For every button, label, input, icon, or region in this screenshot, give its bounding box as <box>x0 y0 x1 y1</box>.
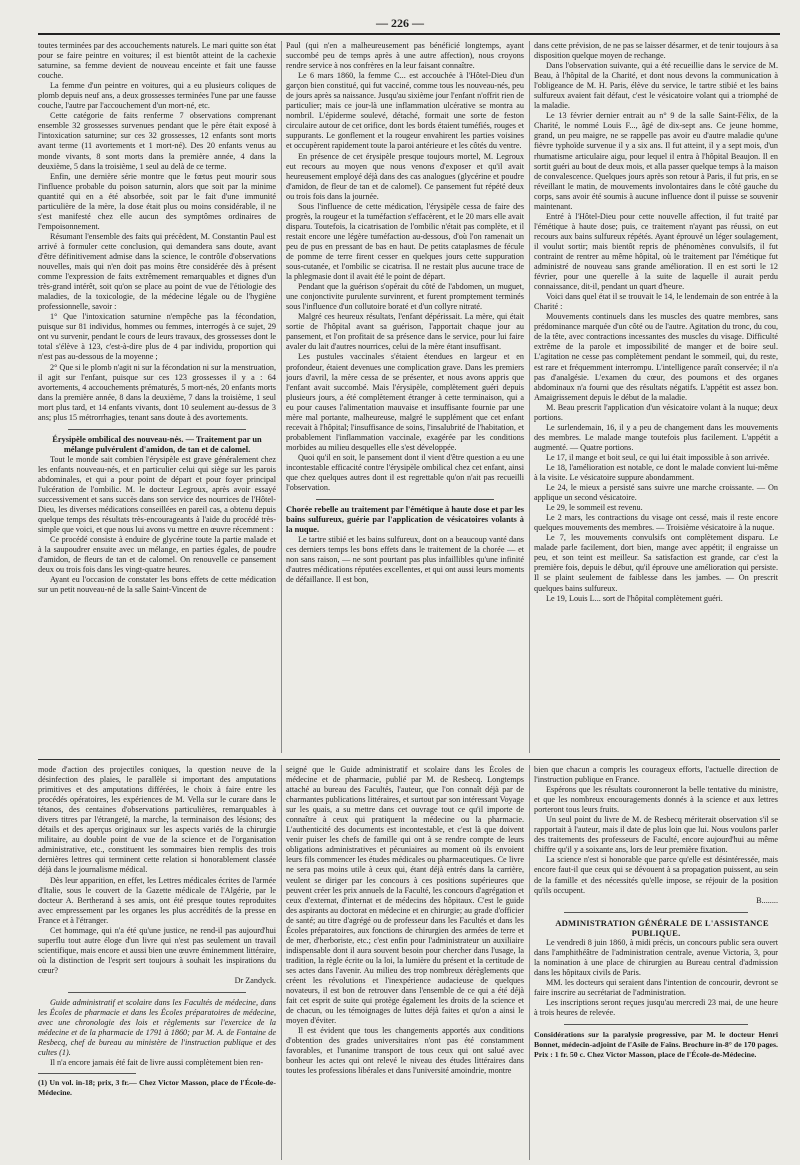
paragraph: Un seul point du livre de M. de Resbecq mériterait observation s'il se rapportait à l'auteur, mais il date de plus loin que lui. Nous voulons parler des traitements des professeurs de Faculté, encore aujourd'hui au même chiffre qu'il y a soixante ans, lors de leur première fixation. <box>534 815 778 855</box>
book-review-heading: Guide administratif et scolaire dans les Facultés de médecine, dans les Écoles de pharmacie et dans les Écoles préparatoires de médecine, avec une chronologie des lois et règlements sur l'exercice de la médecine et de la pharmacie de 1791 à 1860; par M. A. de Fontaine de Resbecq, chef de bureau au ministère de l'instruction publique et des cultes (1). <box>38 998 276 1058</box>
paragraph: Le 2 mars, les contractions du visage ont cessé, mais il reste encore quelques mouvements des membres. — Troisième vésicatoire à la nuque. <box>534 513 778 533</box>
paragraph: Il est évident que tous les changements apportés aux conditions d'obtention des grades universitaires n'ont pas été constamment favorables, et l'unanime transport de tous ceux qui ont salué avec bonheur les actes qui ont relevé le niveau des études littéraires dans toutes les professions libérales et dans l'université amoindrie, montre <box>286 1026 524 1076</box>
paragraph: bien que chacun a compris les courageux efforts, l'actuelle direction de l'instruction publique en France. <box>534 765 778 785</box>
paragraph: Le tartre stibié et les bains sulfureux, dont on a beaucoup vanté dans ces derniers temps les bons effets dans le traitement de la chorée — et non sans raison, — ne sont pourtant pas plus infaillibles qu'une infinité d'autres médications réputées excellentes, et qui ont aussi leurs moments de défaillance. Il est bon, <box>286 535 524 585</box>
paragraph: Dès leur apparition, en effet, les Lettres médicales écrites de l'armée d'Italie, sous le couvert de la Gazette médicale de l'Algérie, par le docteur A. Bertherand à ses amis, ont été presque toutes reproduites avec empressement par les organes les plus accrédités de la presse en France et à l'étranger. <box>38 875 276 925</box>
paragraph: Le 19, Louis L... sort de l'hôpital complètement guéri. <box>546 593 723 603</box>
paragraph: Le 13 février dernier entrait au n° 9 de la salle Saint-Félix, de la Charité, le nommé Louis F..., âgé de dix-sept ans. Ce jeune homme, grand, un peu maigre, ne se rappelle pas avoir eu d'autre maladie qu'une fièvre typhoïde survenue il y a six ans. Il fut atteint, il y a sept mois, d'un rhumatisme articulaire aigu, pour lequel il entra à l'hôpital Beaujon. Il en sortit guéri au bout de deux mois, et alla passer quelque temps à la maison de convalescence. Quelques jours après son retour à Paris, il fut pris, en se réveillant le matin, de mouvements involontaires dans le côté gauche du corps, sans avoir été soumis à aucune influence dont il puisse se souvenir maintenant. <box>534 111 778 211</box>
paragraph: Entré à l'Hôtel-Dieu pour cette nouvelle affection, il fut traité par l'émétique à haute dose; puis, ce traitement n'ayant pas réussi, on eut recours aux bains sulfureux répétés. Ayant éprouvé un léger soulagement, il voulut sortir; mais bientôt repris de phénomènes convulsifs, il fut contraint de rentrer au même hôpital, où le traitement par l'émétique fut administré de nouveau sans grande amélioration. Il en est sorti le 12 février, pour une querelle à la suite de laquelle il aurait perdu connaissance, dit-il, pendant un quart d'heure. <box>534 211 778 292</box>
paragraph: Paul (qui n'en a malheureusement pas bénéficié longtemps, ayant succombé peu de temps après à une autre affection), nous croyons rendre service à nos confrères en la leur faisant connaître. <box>286 41 524 71</box>
column-middle <box>286 41 524 753</box>
column-divider <box>281 41 282 753</box>
paragraph: Le 18, l'amélioration est notable, ce dont le malade convient lui-même à la visite. Le vésicatoire suppure abondamment. <box>534 462 778 483</box>
paragraph: Tout le monde sait combien l'érysipèle est grave généralement chez les enfants nouveau-nés, et en particulier celui qui siège sur les parois abdominales, et qui a pour point de départ et pour foyer principal l'ulcération de l'ombilic. M. le docteur Legroux, après avoir essayé successivement et sans succès dans son service des nourrices de l'Hôtel-Dieu, les diverses médications conseillées en pareil cas, a obtenu depuis quelque temps des résultats très-encourageants à l'aide du procédé très-simple que voici, et que nous lui avons vu mettre en œuvre récemment : <box>38 454 276 535</box>
paragraph: Voici dans quel état il se trouvait le 14, le lendemain de son entrée à la Charité : <box>534 292 778 312</box>
signature: Dr Zandyck. <box>234 975 276 985</box>
paragraph: Les pustules vaccinales s'étaient étendues en largeur et en profondeur, étaient devenues une complication grave. Dans les premiers jours d'avril, la mère cessa de se présenter, et nous avons appris que l'enfant avait succombé. Mais l'érysipèle, complètement guéri depuis plusieurs jours, a été complètement étranger à cette terminaison, qui a eu pour causes l'alimentation mauvaise et insuffisante fournie par une mère mal portante, malheureuse, malgré le supplément que cet enfant recevait à l'hôpital; l'insuffisance de soins, l'insalubrité de l'habitation, et probablement l'inflammation vaccinale, exagérée par les conditions morbides au milieu desquelles elle s'est développée. <box>286 352 524 452</box>
paragraph: Enfin, une dernière série montre que le fœtus peut mourir sous l'influence probable du poison saturnin, alors que soit par la minime quantité qui en a été absorbée, soit par le fait d'une immunité particulière de la mère, la dose était plus ou moins considérable, il ne s'est manifesté chez elle aucun des symptômes ordinaires de l'empoisonnement. <box>38 171 276 231</box>
column-left <box>38 41 276 753</box>
paragraph: Résumant l'ensemble des faits qui précèdent, M. Constantin Paul est arrivé à formuler cette conclusion, qui demandera sans doute, avant d'être définitivement admise dans la science, le contrôle d'observations nouvelles, mais qui n'en doit pas moins être considérée dès à présent comme l'expression de faits extrêmement remarquables et dignes d'un très-grand intérêt, soit qu'on se place au point de vue de l'étiologie des maladies, de la toxicologie, de la médecine légale ou de l'hygiène professionnelle, savoir : <box>38 231 276 312</box>
paragraph: Espérons que les résultats couronneront la belle tentative du ministre, et que les nombreux encouragements donnés à la science et aux lettres porteront tous leurs fruits. <box>534 785 778 815</box>
paragraph: dans cette prévision, de ne pas se laisser désarmer, et de tenir toujours à sa disposition quelque moyen de rechange. <box>534 41 778 61</box>
feuilleton-rule <box>38 759 780 760</box>
paragraph: 2° Que si le plomb n'agit ni sur la fécondation ni sur la menstruation, il agit sur l'enfant, puisque sur ces 123 grossesses il y a : 64 avortements, 4 accouchements prématurés, 5 mort-nés, 20 enfants morts dans la première année, 8 dans la deuxième, 7 dans la troisième, 1 seul mort plus tard, et 14 enfants vivants, dont 10 seulement au-dessus de 3 ans; plus 15 métrorrhagies, tenant sans doute à des avortements. <box>38 362 276 422</box>
section-divider <box>68 429 246 430</box>
paragraph: seigné que le Guide administratif et scolaire dans les Écoles de médecine et de pharmacie, publié par M. de Resbecq. Longtemps attaché au bureau des Facultés, l'auteur, que l'on connaît déjà par de charmantes publications littéraires, et surtout par son intéressant Voyage sur les quais, a su mettre dans cet ouvrage tout ce qu'il importe de connaître à ceux qui pratiquent la médecine ou la pharmacie. L'authenticité des documents est incontestable, et c'est là que doivent venir puiser les chefs de famille qui ont à se rendre compte de leurs obligations administratives et pécuniaires au moment où ils envoient leurs fils commencer les études médicales ou pharmaceutiques. Ce livre ne sera pas moins utile à ceux qui, étant déjà entrés dans la carrière, veulent se diriger par les concours à ces positions supérieures que peuvent créer les prix annuels de la Faculté, les concours d'agrégation et ceux d'externat, d'internat et de médecins des hôpitaux. C'est le guide des aspirants au doctorat en médecine et en chirurgie; au grade d'officier de santé; au titre d'agrégé ou de professeur dans les Facultés et dans les Écoles préparatoires, aux fonctions de chirurgien des armées de terre et de mer, d'herboriste, etc.; c'est enfin pour l'administrateur un auxiliaire indispensable dont il aura souvent besoin pour chercher dans l'usage, la tradition, la règle écrite ou la loi, la lumière du présent et la certitude de ses actes dans l'avenir. Au milieu des trop nombreux dérèglements que créent les révolutions et l'inexpérience audacieuse de quelques novateurs, il est bon de retrouver dans l'ensemble de ce qui a été déjà fait cet esprit de suite qui protège également les droits de la science et de chacun, ou les témoignages de luttes déjà faites et qu'on a ainsi le moyen d'éviter. <box>286 765 524 1026</box>
footnote: (1) Un vol. in-18; prix, 3 fr.— Chez Victor Masson, place de l'École-de-Médecine. <box>38 1078 276 1098</box>
paragraph: Le 24, le mieux a persisté sans suivre une marche croissante. — On applique un second vésicatoire. <box>534 483 778 503</box>
section-heading: ADMINISTRATION GÉNÉRALE DE L'ASSISTANCE PUBLIQUE. <box>555 917 769 938</box>
paragraph: Ce procédé consiste à enduire de glycérine toute la partie malade et à la saupoudrer ensuite avec un mélange, en parties égales, de poudre d'amidon, de fleurs de tan et de calomel. On renouvelle ce pansement deux ou trois fois dans les vingt-quatre heures. <box>38 535 276 575</box>
paragraph: Le 6 mars 1860, la femme C... est accouchée à l'Hôtel-Dieu d'un garçon bien constitué, qui fut vacciné, comme tous les nouveau-nés, peu de jours après sa naissance. Jusqu'au sixième jour l'enfant n'offrit rien de particulier; mais ce jour-là une inflammation ulcérative se montra au nombril. L'épiderme soulevé, détaché, formait une sorte de feston circulaire autour de cet orifice, dont les bords étaient tuméfiés, rouges et suppurants. Le gonflement et la rougeur envahirent les parties voisines et occupèrent rapidement toute la paroi antérieure et les côtés du ventre. <box>286 71 524 151</box>
feuilleton-column-middle <box>286 765 524 1160</box>
paragraph: Cet hommage, qui n'a été qu'une justice, ne rend-il pas aujourd'hui superflu tout autre éloge d'un livre qui n'est pas seulement un travail scientifique, mais encore et aussi bien une œuvre éminemment littéraire, où la distinction de l'esprit sert toujours à souhait les inspirations du cœur? <box>38 925 276 975</box>
column-divider <box>529 765 530 1160</box>
paragraph: Quoi qu'il en soit, le pansement dont il vient d'être question a eu une incontestable efficacité contre l'érysipèle ombilical chez cet enfant, ainsi que chez quelques autres dont il est regrettable qu'on n'ait pas recueilli l'observation. <box>286 452 524 493</box>
section-heading: Érysipèle ombilical des nouveau-nés. — Traitement par un mélange pulvérulent d'amidon, de tan et de calomel. <box>52 434 262 454</box>
section-divider <box>68 992 246 993</box>
book-notice: Considérations sur la paralysie progressive, par M. le docteur Henri Bonnet, médecin-adjoint de l'Asile de Faîns. Brochure in-8° de 170 pages. Prix : 1 fr. 50 c. Chez Victor Masson, place de l'École-de-Médecine. <box>534 1030 778 1060</box>
section-divider <box>564 912 748 913</box>
paragraph: MM. les docteurs qui seraient dans l'intention de concourir, devront se faire inscrire au secrétariat de l'administration. <box>534 977 778 997</box>
section-heading: Chorée rebelle au traitement par l'émétique à haute dose et par les bains sulfureux, guérie par l'application de vésicatoires volants à la nuque. <box>286 505 524 535</box>
paragraph: La science n'est si honorable que parce qu'elle est désintéressée, mais encore faut-il que ceux qui se dévouent à sa propagation puissent, au sein de la famille et des nécessités qu'elle impose, se réjouir de la position qu'ils occupent. <box>534 855 778 895</box>
feuilleton-column-left <box>38 765 276 1160</box>
paragraph: mode d'action des projectiles coniques, la question neuve de la désinfection des plaies, le parallèle si important des amputations primitives et des amputations différées, le choix à faire entre les procédés opératoires, les expériences de M. Vella sur le curare dans le tétanos, des centaines d'observations particulières, remarquables à divers titres par l'étrangeté, la marche, la terminaison des lésions; des détails et des aperçus originaux sur les aspects variés de la chirurgie militaire, au double point de vue de la science et de l'organisation administrative, etc., constituent les sommaires bien remplis des trois dernières lettres qui terminent cette relation si honorablement classée déjà dans le journalisme médical. <box>38 765 276 875</box>
paragraph: toutes terminées par des accouchements naturels. Le mari quitte son état pour se faire peintre en voitures; il est bientôt atteint de la cachexie saturnine, sa femme devient de nouveau enceinte et fait une fausse couche. <box>38 41 276 81</box>
paragraph: Le 29, le sommeil est revenu. <box>546 503 643 513</box>
section-divider <box>564 1024 748 1025</box>
paragraph: 1° Que l'intoxication saturnine n'empêche pas la fécondation, puisque sur 81 individus, hommes ou femmes, interrogés à ce sujet, 29 ont vu survenir, pendant le cours de leurs travaux, des grossesses dont le total s'élève à 123, c'est-à-dire plus de 4 par individu, proportion qui n'est pas au-dessous de la moyenne ; <box>38 312 276 362</box>
paragraph: Sous l'influence de cette médication, l'érysipèle cessa de faire des progrès, la rougeur et la tuméfaction s'effacèrent, et le 20 mars elle avait disparu. Toutefois, la cicatrisation de l'ombilic n'était pas complète, et il restait encore une légère tuméfaction au-dessous, d'où l'on ramenait un peu de pus en pressant de bas en haut. De petits cataplasmes de fécule de pomme de terre firent cesser en quelques jours cette suppuration sous-cutanée, et l'ombilic se cicatrisa. Il ne restait plus aucune trace de la phlegmasie dont il avait été le point de départ. <box>286 201 524 282</box>
signature: B........ <box>756 895 778 905</box>
paragraph: Cette catégorie de faits renferme 7 observations comprenant ensemble 32 grossesses survenues pendant que le père était exposé à l'intoxication saturnine; sur ces 32 grossesses, 12 enfants sont morts avant terme (11 avortements et 1 mort-né). Des 20 enfants venus au monde vivants, 8 sont morts dans la première année, 4 dans la deuxième, 5 dans la troisième, 1 seul au delà de ce terme. <box>38 111 276 171</box>
paragraph: Les inscriptions seront reçues jusqu'au mercredi 23 mai, de une heure à trois heures de relevée. <box>534 998 778 1018</box>
paragraph: Pendant que la guérison s'opérait du côté de l'abdomen, un muguet, une conjonctivite purulente survinrent, et furent promptement terminés sous l'influence d'un collutoire boraté et d'un collyre nitraté. <box>286 282 524 312</box>
section-divider <box>316 499 494 500</box>
paragraph: Mouvements continuels dans les muscles des quatre membres, sans prédominance marquée d'un côté ou de l'autre. Agitation du tronc, du cou, de la tête, avec contractions incessantes des muscles du visage. Difficulté extrême de la parole et impossibilité de manger et de boire seul. L'agitation ne cesse pas complètement pendant le sommeil, qui, du reste, est rare et fréquemment interrompu. L'intelligence paraît conservée; il n'a pas d'analgésie. L'examen du cœur, des poumons et des organes abdominaux n'a fourni que des résultats négatifs. L'appétit est assez bon. Amaigrissement depuis le début de la maladie. <box>534 312 778 402</box>
page-number: — 226 — <box>376 16 424 30</box>
paragraph: La femme d'un peintre en voitures, qui a eu plusieurs coliques de plomb depuis neuf ans, a deux grossesses terminées l'une par une fausse couche, l'autre par l'accouchement d'un mort-né, etc. <box>38 81 276 111</box>
paragraph: Il n'a encore jamais été fait de livre aussi complètement bien ren- <box>50 1058 264 1068</box>
column-divider <box>281 765 282 1160</box>
paragraph: Ayant eu l'occasion de constater les bons effets de cette médication sur un petit nouveau-né de la salle Saint-Vincent de <box>38 575 276 595</box>
paragraph: Le 7, les mouvements convulsifs ont complètement disparu. Le malade parle facilement, dort bien, mange avec appétit; il engraisse un peu, et son teint est meilleur. Sa satisfaction est grande, car c'est la première fois, depuis le début, qu'il éprouve une amélioration qui persiste. Il se plaint seulement de faiblesse dans les jambes. — On prescrit quelques bains sulfureux. <box>534 533 778 593</box>
column-right <box>534 41 778 753</box>
paragraph: Malgré ces heureux résultats, l'enfant dépérissait. La mère, qui était sortie de l'hôpital avant sa guérison, l'apportait chaque jour au pansement, et l'on profitait de sa présence dans le service, pour lui faire avaler du lait d'autres nourrices, celui de la mère étant insuffisant. <box>286 312 524 352</box>
paragraph: Le 17, il mange et boit seul, ce qui lui était impossible à son arrivée. <box>546 452 770 462</box>
paragraph: Dans l'observation suivante, qui a été recueillie dans le service de M. Beau, à l'hôpital de la Charité, et dont nous devons la communication à l'obligeance de M. H. Paris, élève du service, le tartre stibié et les bains sulfureux avaient fait défaut, c'est le vésicatoire volant qui a triomphé de la maladie. <box>534 61 778 111</box>
feuilleton-column-right <box>534 765 778 1160</box>
footnote-rule <box>38 1073 136 1074</box>
paragraph: Le surlendemain, 16, il y a peu de changement dans les mouvements des membres. Le malade mange toutefois plus facilement. L'appétit a augmenté. — Quatre portions. <box>534 422 778 452</box>
top-rule <box>38 33 780 35</box>
column-divider <box>529 41 530 753</box>
paragraph: Le vendredi 8 juin 1860, à midi précis, un concours public sera ouvert dans l'amphithéâtre de l'administration centrale, avenue Victoria, 3, pour la nomination à une place de chirurgien au Bureau central d'admission dans les hôpitaux civils de Paris. <box>534 937 778 977</box>
paragraph: En présence de cet érysipèle presque toujours mortel, M. Legroux eut recours au moyen que nous venons d'exposer et qu'il avait heureusement employé déjà dans des cas analogues (glycérine et poudre d'amidon, de fleur de tan et de calomel). Ce pansement fut répété deux ou trois fois dans la journée. <box>286 151 524 201</box>
paragraph: M. Beau prescrit l'application d'un vésicatoire volant à la nuque; deux portions. <box>534 402 778 422</box>
